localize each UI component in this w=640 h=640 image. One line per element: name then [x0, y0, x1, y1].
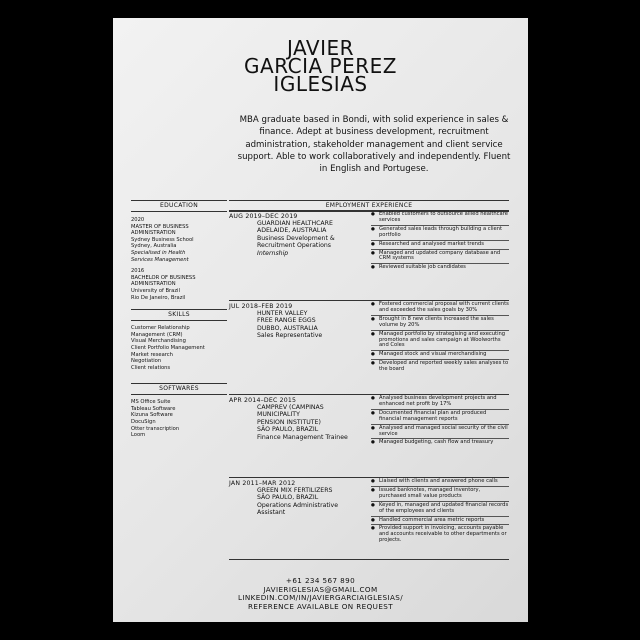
- education-heading: EDUCATION: [131, 200, 227, 212]
- achievement-item: ● Brought in 8 new clients increased the sales volume by 20%: [371, 317, 509, 331]
- company-line: MUNICIPALITY: [257, 411, 300, 419]
- left-column: [131, 200, 227, 439]
- skill-item: Customer Relationship: [131, 325, 190, 332]
- job-entry: [229, 394, 509, 468]
- education-note: Specialised in Health: [131, 249, 186, 256]
- achievement-list: [371, 479, 509, 546]
- skills-heading: SKILLS: [131, 309, 227, 321]
- achievement-list: [371, 396, 509, 448]
- education-year: 2016: [131, 268, 145, 275]
- achievement-item: ● Generated sales leads through building a client portfolio: [371, 227, 509, 241]
- job-details: [257, 487, 372, 517]
- education-line: ADMINISTRATION: [131, 230, 176, 237]
- company-line: DUBBO, AUSTRALIA: [257, 324, 318, 332]
- achievement-item: ● Managed portfolio by strategising and executing promotions and sales campaign at Woolworths and Coles: [371, 332, 509, 352]
- skill-item: Management (CRM): [131, 331, 183, 338]
- job-entry: [229, 210, 509, 298]
- achievement-item: ● Liaised with clients and answered phone calls: [371, 479, 509, 487]
- achievement-item: ● Researched and analysed market trends: [371, 242, 509, 250]
- achievement-item: ● Developed and reported weekly sales analyses to the board: [371, 361, 509, 374]
- achievement-item: ● Issued banknotes, managed inventory, purchased small value products: [371, 488, 509, 502]
- skill-item: Visual Merchandising: [131, 338, 186, 345]
- achievement-item: ● Managed stock and visual merchandising: [371, 352, 509, 360]
- softwares-list: [131, 399, 227, 439]
- job-details: [257, 220, 372, 257]
- contact-block: [113, 577, 528, 611]
- role-line: Operations Administrative: [257, 501, 339, 509]
- achievement-item: ● Provided support in invoicing, accounts payable and accounts receivable to other departments or projects.: [371, 526, 509, 545]
- name-line: GARCIA PEREZ: [244, 54, 397, 78]
- job-dates: JUL 2018–FEB 2019: [229, 303, 293, 310]
- company-line: CAMPREV (CAMPINAS: [257, 404, 324, 411]
- job-dates: JAN 2011–MAR 2012: [229, 480, 296, 487]
- achievement-item: ● Handled commercial area metric reports: [371, 518, 509, 526]
- job-details: [257, 310, 372, 340]
- achievement-item: ● Managed budgeting, cash flow and treasury: [371, 440, 509, 447]
- job-dates: APR 2014–DEC 2015: [229, 397, 297, 404]
- job-entry: [229, 477, 509, 557]
- company-line: HUNTER VALLEY: [257, 310, 308, 317]
- achievement-list: [371, 302, 509, 375]
- education-line: BACHELOR OF BUSINESS: [131, 274, 196, 281]
- achievement-item: ● Documented financial plan and produced financial management reports: [371, 411, 509, 425]
- education-line: Sydney Business School: [131, 236, 194, 243]
- section-divider: [229, 559, 509, 560]
- education-line: MASTER OF BUSINESS: [131, 223, 189, 230]
- company-line: GREEN MIX FERTILIZERS: [257, 487, 333, 494]
- role-line: Business Development &: [257, 234, 335, 242]
- education-entry: [131, 217, 227, 263]
- job-entry: [229, 300, 509, 390]
- company-line: SÃO PAULO, BRAZIL: [257, 494, 319, 502]
- name-line: IGLESIAS: [273, 72, 368, 96]
- linkedin-url: LINKEDIN.COM/IN/JAVIERGARCIAIGLESIAS/: [237, 593, 404, 603]
- education-line: ADMINISTRATION: [131, 281, 176, 288]
- employment-section: [229, 200, 509, 544]
- email-address: JAVIERIGLESIAS@GMAIL.COM: [263, 584, 378, 594]
- education-entry: [131, 268, 227, 301]
- software-item: Otter transcription: [131, 425, 180, 432]
- software-item: Tableau Software: [131, 405, 176, 412]
- software-item: Kizuna Software: [131, 412, 173, 419]
- job-details: [257, 404, 372, 441]
- job-dates: AUG 2019–DEC 2019: [229, 213, 298, 220]
- company-line: ADELAIDE, AUSTRALIA: [257, 227, 327, 235]
- role-line: Assistant: [257, 509, 286, 517]
- achievement-item: ● Managed and updated company database and CRM systems: [371, 251, 509, 265]
- achievement-item: ● Analysed and managed social security of the civil service: [371, 426, 509, 440]
- role-line: Finance Management Trainee: [257, 433, 348, 441]
- skills-list: [131, 325, 227, 371]
- skill-item: Client Portfolio Management: [131, 344, 205, 351]
- education-line: University of Brazil: [131, 287, 180, 294]
- education-year: 2020: [131, 217, 145, 223]
- achievement-item: ● Keyed in, managed and updated financial records of the employees and clients: [371, 503, 509, 517]
- phone-number: +61 234 567 890: [285, 576, 356, 585]
- reference-note: REFERENCE AVAILABLE ON REQUEST: [247, 601, 394, 611]
- company-line: SÃO PAULO, BRAZIL: [257, 426, 319, 434]
- achievement-list: [371, 212, 509, 273]
- name-line: JAVIER: [286, 36, 355, 60]
- education-line: Sydney, Australia: [131, 243, 177, 250]
- profile-summary: MBA graduate based in Bondi, with solid experience in sales & finance. Adept at business development, recruitment administration, stakeholder management and client service support. Able to work collaboratively and independently. Fluent in English and Portugese.: [237, 115, 511, 175]
- software-item: DocuSign: [131, 419, 156, 426]
- resume-page: [113, 18, 528, 622]
- education-line: Rio De Janeiro, Brazil: [131, 294, 186, 301]
- company-line: FREE RANGE EGGS: [257, 317, 316, 325]
- skill-item: Negotiation: [131, 358, 162, 365]
- software-item: Loom: [131, 432, 146, 439]
- achievement-item: ● Enabled customers to outsource allied healthcare services: [371, 212, 509, 226]
- softwares-heading: SOFTWARES: [131, 383, 227, 395]
- company-line: GUARDIAN HEALTHCARE: [257, 220, 333, 227]
- achievement-item: ● Analysed business development projects and enhanced net profit by 17%: [371, 396, 509, 410]
- software-item: MS Office Suite: [131, 399, 171, 406]
- role-line: Recruitment Operations: [257, 242, 332, 250]
- skill-item: Client relations: [131, 364, 171, 371]
- role-note: Internship: [257, 249, 289, 257]
- achievement-item: ● Fostered commercial proposal with current clients and exceeded the sales goals by 30%: [371, 302, 509, 316]
- employment-heading: EMPLOYMENT EXPERIENCE: [229, 200, 509, 212]
- education-note: Services Management: [131, 256, 189, 263]
- skill-item: Market research: [131, 351, 173, 358]
- candidate-name: [113, 36, 528, 96]
- achievement-item: ● Reviewed suitable job candidates: [371, 265, 509, 272]
- role-line: Sales Representative: [257, 332, 323, 340]
- company-line: PENSION INSTITUTE): [257, 418, 321, 426]
